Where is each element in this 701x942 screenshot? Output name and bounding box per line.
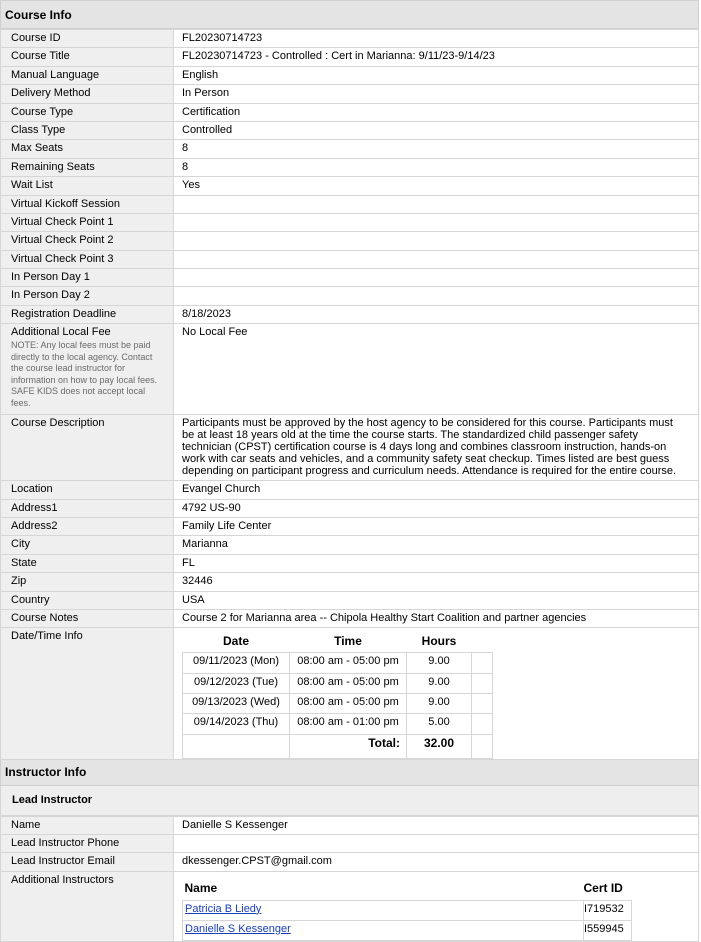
lead-instructor-email-value: dkessenger.CPST@gmail.com	[174, 853, 699, 871]
schedule-hours: 9.00	[407, 673, 472, 693]
schedule-total-label: Total:	[290, 734, 407, 758]
instructors-header-cert: Cert ID	[583, 881, 623, 896]
schedule-hours: 9.00	[407, 653, 472, 673]
address2-row	[1, 518, 699, 536]
address1-label: Address1	[1, 499, 174, 517]
delivery-method-label: Delivery Method	[1, 85, 174, 103]
wait-list-label: Wait List	[1, 177, 174, 195]
instructor-name-link[interactable]: Danielle S Kessenger	[185, 922, 291, 935]
state-value: FL	[174, 554, 699, 572]
instructor-row	[183, 920, 632, 940]
local-fee-value: No Local Fee	[174, 324, 699, 415]
instructor-name-link[interactable]: Patricia B Liedy	[185, 902, 262, 915]
datetime-row	[1, 628, 699, 759]
lead-instructor-phone-label: Lead Instructor Phone	[1, 834, 174, 852]
schedule-row	[183, 693, 493, 713]
schedule-date: 09/12/2023 (Tue)	[183, 673, 290, 693]
remaining-seats-row	[1, 158, 699, 176]
country-label: Country	[1, 591, 174, 609]
class-type-value: Controlled	[174, 121, 699, 139]
virtual-check-point-1-value	[174, 213, 699, 231]
manual-language-value: English	[174, 66, 699, 84]
virtual-check-point-2-row	[1, 232, 699, 250]
in-person-day-2-value	[174, 287, 699, 305]
virtual-check-point-3-value	[174, 250, 699, 268]
schedule-hours: 5.00	[407, 714, 472, 734]
virtual-check-point-3-label: Virtual Check Point 3	[1, 250, 174, 268]
course-info-heading: Course Info	[0, 0, 699, 29]
instructor-cert-id: I559945	[584, 920, 632, 940]
schedule-total-row	[183, 734, 493, 758]
local-fee-label: Additional Local Fee	[11, 326, 111, 339]
course-notes-value: Course 2 for Marianna area -- Chipola Healthy Start Coalition and partner agencies	[174, 609, 699, 627]
lead-instructor-phone-value	[174, 834, 699, 852]
course-notes-label: Course Notes	[1, 609, 174, 627]
virtual-check-point-1-label: Virtual Check Point 1	[1, 213, 174, 231]
city-row	[1, 536, 699, 554]
virtual-kickoff-session-value	[174, 195, 699, 213]
additional-instructors-label: Additional Instructors	[1, 871, 174, 941]
schedule-row	[183, 673, 493, 693]
location-value: Evangel Church	[174, 481, 699, 499]
schedule-time: 08:00 am - 05:00 pm	[290, 653, 407, 673]
course-title-row	[1, 48, 699, 66]
delivery-method-value: In Person	[174, 85, 699, 103]
in-person-day-1-row	[1, 269, 699, 287]
course-title-label: Course Title	[1, 48, 174, 66]
remaining-seats-label: Remaining Seats	[1, 158, 174, 176]
lead-instructor-email-row	[1, 853, 699, 871]
schedule-total-hours: 32.00	[407, 734, 472, 758]
max-seats-row	[1, 140, 699, 158]
course-description-text: Participants must be approved by the host agency to be considered for this course. Participants must be at least 18 years old at the time the course starts. The standardized child passenger safety technician (CPST) certification course is 4 days long and combines classroom instruction, hands-on work with car seats and vehicles, and a community safety seat checkup. Times listed are best guess depending on participant progress and curriculum needs. Attendance is required for the entire course.	[182, 417, 677, 478]
course-description-label: Course Description	[1, 415, 174, 481]
datetime-label: Date/Time Info	[1, 628, 174, 759]
local-fee-note: NOTE: Any local fees must be paid directly to the local agency. Contact the course lead instructor for information on how to pay local fees. SAFE KIDS does not accept local fees.	[11, 340, 158, 408]
course-type-value: Certification	[174, 103, 699, 121]
schedule-time: 08:00 am - 01:00 pm	[290, 714, 407, 734]
lead-instructor-email-label: Lead Instructor Email	[1, 853, 174, 871]
manual-language-row	[1, 66, 699, 84]
registration-deadline-value: 8/18/2023	[174, 305, 699, 323]
zip-label: Zip	[1, 573, 174, 591]
virtual-check-point-1-row	[1, 213, 699, 231]
virtual-kickoff-session-label: Virtual Kickoff Session	[1, 195, 174, 213]
schedule-table	[182, 630, 493, 758]
schedule-header-hours: Hours	[421, 633, 457, 648]
virtual-check-point-3-row	[1, 250, 699, 268]
schedule-header-time: Time	[334, 633, 362, 648]
schedule-row	[183, 653, 493, 673]
schedule-date: 09/11/2023 (Mon)	[183, 653, 290, 673]
name-row	[1, 816, 699, 834]
address1-value: 4792 US-90	[174, 499, 699, 517]
in-person-day-2-label: In Person Day 2	[1, 287, 174, 305]
country-value: USA	[174, 591, 699, 609]
class-type-row	[1, 121, 699, 139]
course-id-value: FL20230714723	[174, 30, 699, 48]
state-row	[1, 554, 699, 572]
manual-language-label: Manual Language	[1, 66, 174, 84]
schedule-time: 08:00 am - 05:00 pm	[290, 693, 407, 713]
virtual-check-point-2-value	[174, 232, 699, 250]
lead-instructor-heading: Lead Instructor	[0, 786, 699, 816]
state-label: State	[1, 554, 174, 572]
name-label: Name	[1, 816, 174, 834]
country-row	[1, 591, 699, 609]
additional-instructors-row	[1, 871, 699, 941]
schedule-time: 08:00 am - 05:00 pm	[290, 673, 407, 693]
in-person-day-1-value	[174, 269, 699, 287]
location-label: Location	[1, 481, 174, 499]
zip-row	[1, 573, 699, 591]
local-fee-row	[1, 324, 699, 415]
name-value: Danielle S Kessenger	[174, 816, 699, 834]
course-id-row	[1, 30, 699, 48]
delivery-method-row	[1, 85, 699, 103]
schedule-row	[183, 714, 493, 734]
course-notes-row	[1, 609, 699, 627]
instructors-header-name: Name	[184, 881, 218, 896]
wait-list-value: Yes	[174, 177, 699, 195]
schedule-header-date: Date	[222, 633, 249, 648]
wait-list-row	[1, 177, 699, 195]
schedule-date: 09/14/2023 (Thu)	[183, 714, 290, 734]
virtual-kickoff-session-row	[1, 195, 699, 213]
additional-instructors-table	[182, 874, 632, 941]
course-title-value: FL20230714723 - Controlled : Cert in Marianna: 9/11/23-9/14/23	[174, 48, 699, 66]
schedule-date: 09/13/2023 (Wed)	[183, 693, 290, 713]
zip-value: 32446	[174, 573, 699, 591]
virtual-check-point-2-label: Virtual Check Point 2	[1, 232, 174, 250]
course-description-row	[1, 415, 699, 481]
instructor-cert-id: I719532	[584, 900, 632, 920]
schedule-hours: 9.00	[407, 693, 472, 713]
course-type-label: Course Type	[1, 103, 174, 121]
city-value: Marianna	[174, 536, 699, 554]
location-row	[1, 481, 699, 499]
lead-instructor-phone-row	[1, 834, 699, 852]
course-type-row	[1, 103, 699, 121]
in-person-day-2-row	[1, 287, 699, 305]
remaining-seats-value: 8	[174, 158, 699, 176]
course-id-label: Course ID	[1, 30, 174, 48]
address2-label: Address2	[1, 518, 174, 536]
address1-row	[1, 499, 699, 517]
address2-value: Family Life Center	[174, 518, 699, 536]
course-info-table	[0, 29, 699, 760]
registration-deadline-label: Registration Deadline	[1, 305, 174, 323]
class-type-label: Class Type	[1, 121, 174, 139]
instructor-info-heading: Instructor Info	[0, 760, 699, 786]
in-person-day-1-label: In Person Day 1	[1, 269, 174, 287]
registration-deadline-row	[1, 305, 699, 323]
city-label: City	[1, 536, 174, 554]
max-seats-label: Max Seats	[1, 140, 174, 158]
instructor-row	[183, 900, 632, 920]
max-seats-value: 8	[174, 140, 699, 158]
